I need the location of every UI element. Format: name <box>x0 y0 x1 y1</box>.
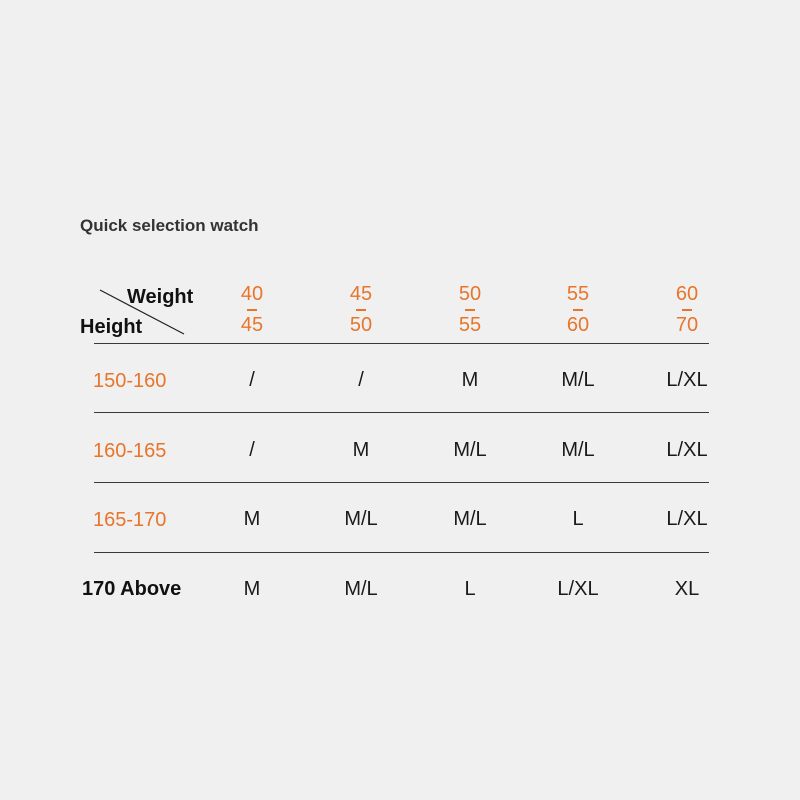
range-dash <box>573 309 583 311</box>
weight-column-header <box>440 283 500 336</box>
size-cell: M <box>461 369 479 391</box>
weight-from: 45 <box>349 283 373 305</box>
weight-column-header <box>548 283 608 336</box>
table-divider <box>94 482 709 483</box>
size-cell: L <box>572 508 584 530</box>
table-divider <box>94 412 709 413</box>
size-cell: / <box>249 439 255 461</box>
height-row-label: 170 Above <box>82 578 182 600</box>
size-cell: M/L <box>344 578 378 600</box>
height-axis-label: Height <box>80 316 143 338</box>
weight-column-header <box>222 283 282 336</box>
size-cell: M/L <box>453 439 487 461</box>
height-row-label: 160-165 <box>93 440 167 462</box>
size-cell: L <box>464 578 476 600</box>
weight-to: 45 <box>240 314 264 336</box>
size-cell: L/XL <box>666 439 708 461</box>
size-cell: L/XL <box>557 578 599 600</box>
size-cell: M/L <box>344 508 378 530</box>
size-cell: M <box>243 578 261 600</box>
weight-column-header <box>657 283 717 336</box>
weight-from: 50 <box>458 283 482 305</box>
table-divider <box>94 552 709 553</box>
table-corner-header <box>78 284 194 338</box>
weight-to: 70 <box>675 314 699 336</box>
size-cell: / <box>358 369 364 391</box>
size-cell: L/XL <box>666 369 708 391</box>
size-cell: / <box>249 369 255 391</box>
weight-to: 55 <box>458 314 482 336</box>
weight-to: 60 <box>566 314 590 336</box>
size-cell: XL <box>674 578 700 600</box>
page-title: Quick selection watch <box>80 216 259 235</box>
range-dash <box>247 309 257 311</box>
weight-column-header <box>331 283 391 336</box>
weight-axis-label: Weight <box>127 286 194 308</box>
size-cell: M <box>243 508 261 530</box>
size-cell: M/L <box>561 439 595 461</box>
weight-from: 55 <box>566 283 590 305</box>
size-cell: L/XL <box>666 508 708 530</box>
range-dash <box>356 309 366 311</box>
table-divider <box>94 343 709 344</box>
size-cell: M <box>352 439 370 461</box>
range-dash <box>682 309 692 311</box>
size-cell: M/L <box>453 508 487 530</box>
height-row-label: 150-160 <box>93 370 167 392</box>
range-dash <box>465 309 475 311</box>
height-row-label: 165-170 <box>93 509 167 531</box>
weight-to: 50 <box>349 314 373 336</box>
size-cell: M/L <box>561 369 595 391</box>
weight-from: 40 <box>240 283 264 305</box>
weight-from: 60 <box>675 283 699 305</box>
